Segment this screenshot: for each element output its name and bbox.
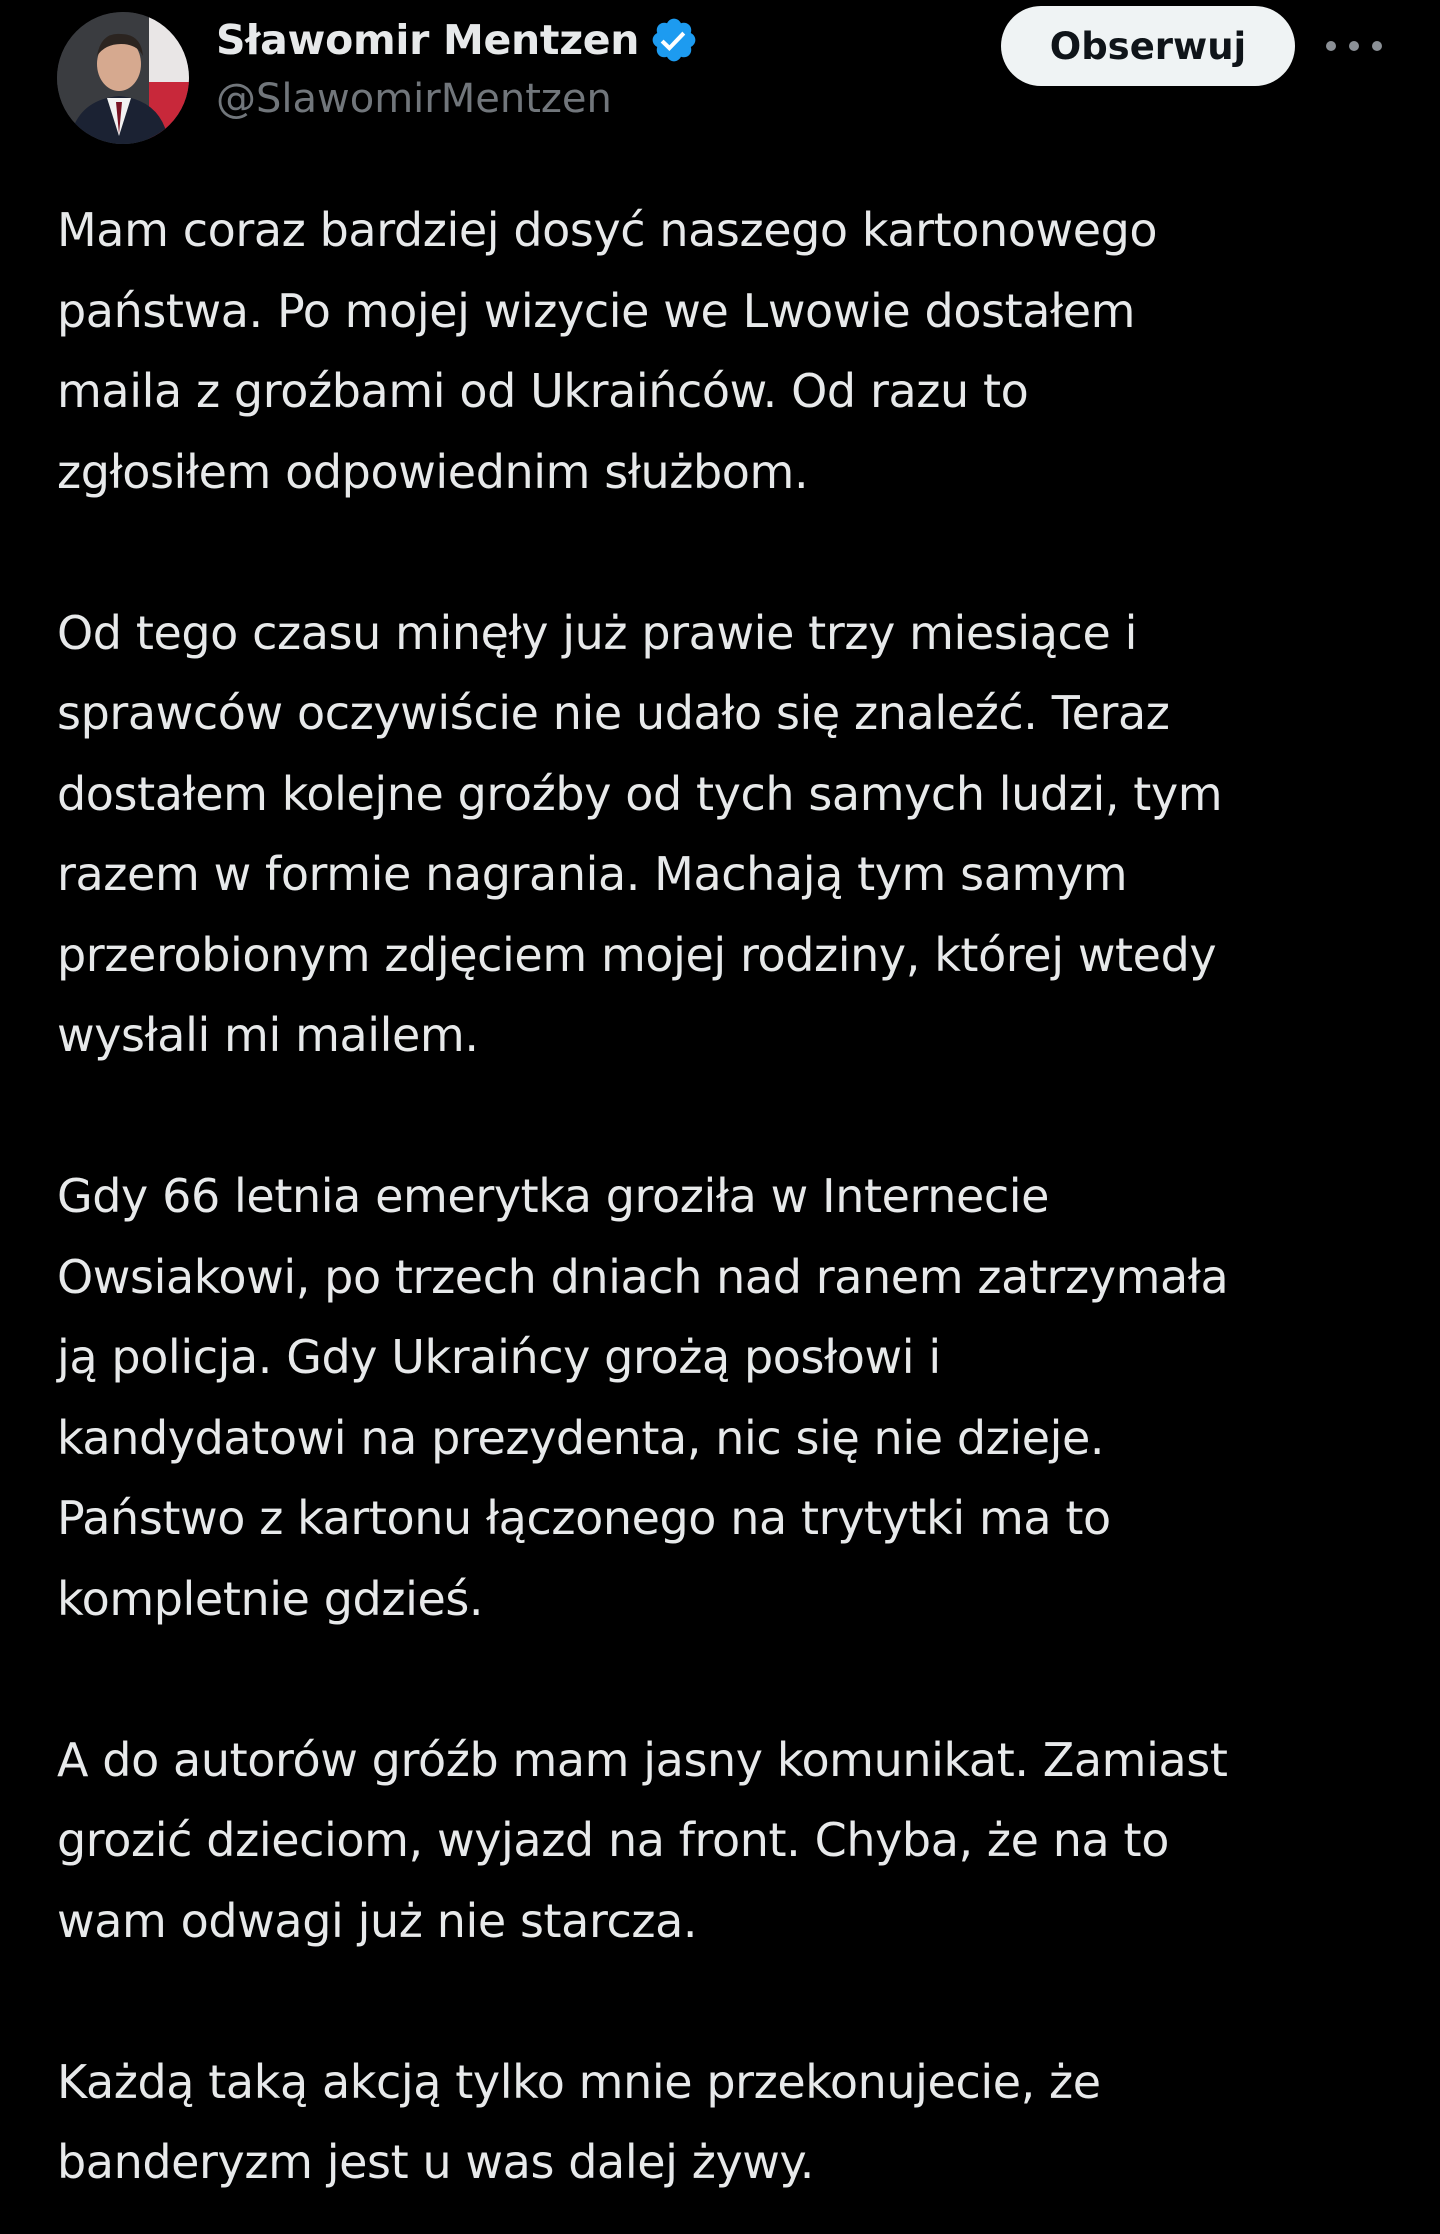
author-display-name[interactable]: Sławomir Mentzen [216,16,640,64]
more-options-icon[interactable] [1326,28,1382,64]
tweet-text [57,190,1397,2203]
tweet-paragraph: A do autorów gróźb mam jasny komunikat. Zamiast grozić dzieciom, wyjazd na front. Chyba, że na to wam odwagi już nie starcza. [57,1732,1228,1948]
more-dot [1349,41,1359,51]
verified-badge-icon [649,15,699,65]
follow-button[interactable]: Obserwuj [1001,6,1295,86]
tweet-paragraph: Gdy 66 letnia emerytka groziła w Internecie Owsiakowi, po trzech dniach nad ranem zatrzymała ją policja. Gdy Ukraińcy grożą posłowi i kandydatowi na prezydenta, nic się nie dzieje. Państwo z kartonu łączonego na trytytki ma to kompletnie gdzieś. [57,1169,1229,1626]
tweet-header [0,0,1440,150]
tweet-paragraph: Od tego czasu minęły już prawie trzy miesiące i sprawców oczywiście nie udało się znaleźć. Teraz dostałem kolejne groźby od tych samych ludzi, tym razem w formie nagrania. Machają tym samym przerobionym zdjęciem mojej rodziny, której wtedy wysłali mi mailem. [57,605,1223,1062]
avatar[interactable] [57,12,189,144]
tweet-paragraph: Mam coraz bardziej dosyć naszego kartonowego państwa. Po mojej wizycie we Lwowie dostałem maila z groźbami od Ukraińców. Od razu to zgłosiłem odpowiednim służbom. [57,203,1158,499]
author-name-row[interactable] [216,10,699,70]
profile-photo [57,12,189,144]
tweet-paragraph: Każdą taką akcją tylko mnie przekonujecie, że banderyzm jest u was dalej żywy. [57,2054,1101,2189]
more-dot [1372,41,1382,51]
author-handle[interactable]: @SlawomirMentzen [216,76,612,122]
more-dot [1326,41,1336,51]
